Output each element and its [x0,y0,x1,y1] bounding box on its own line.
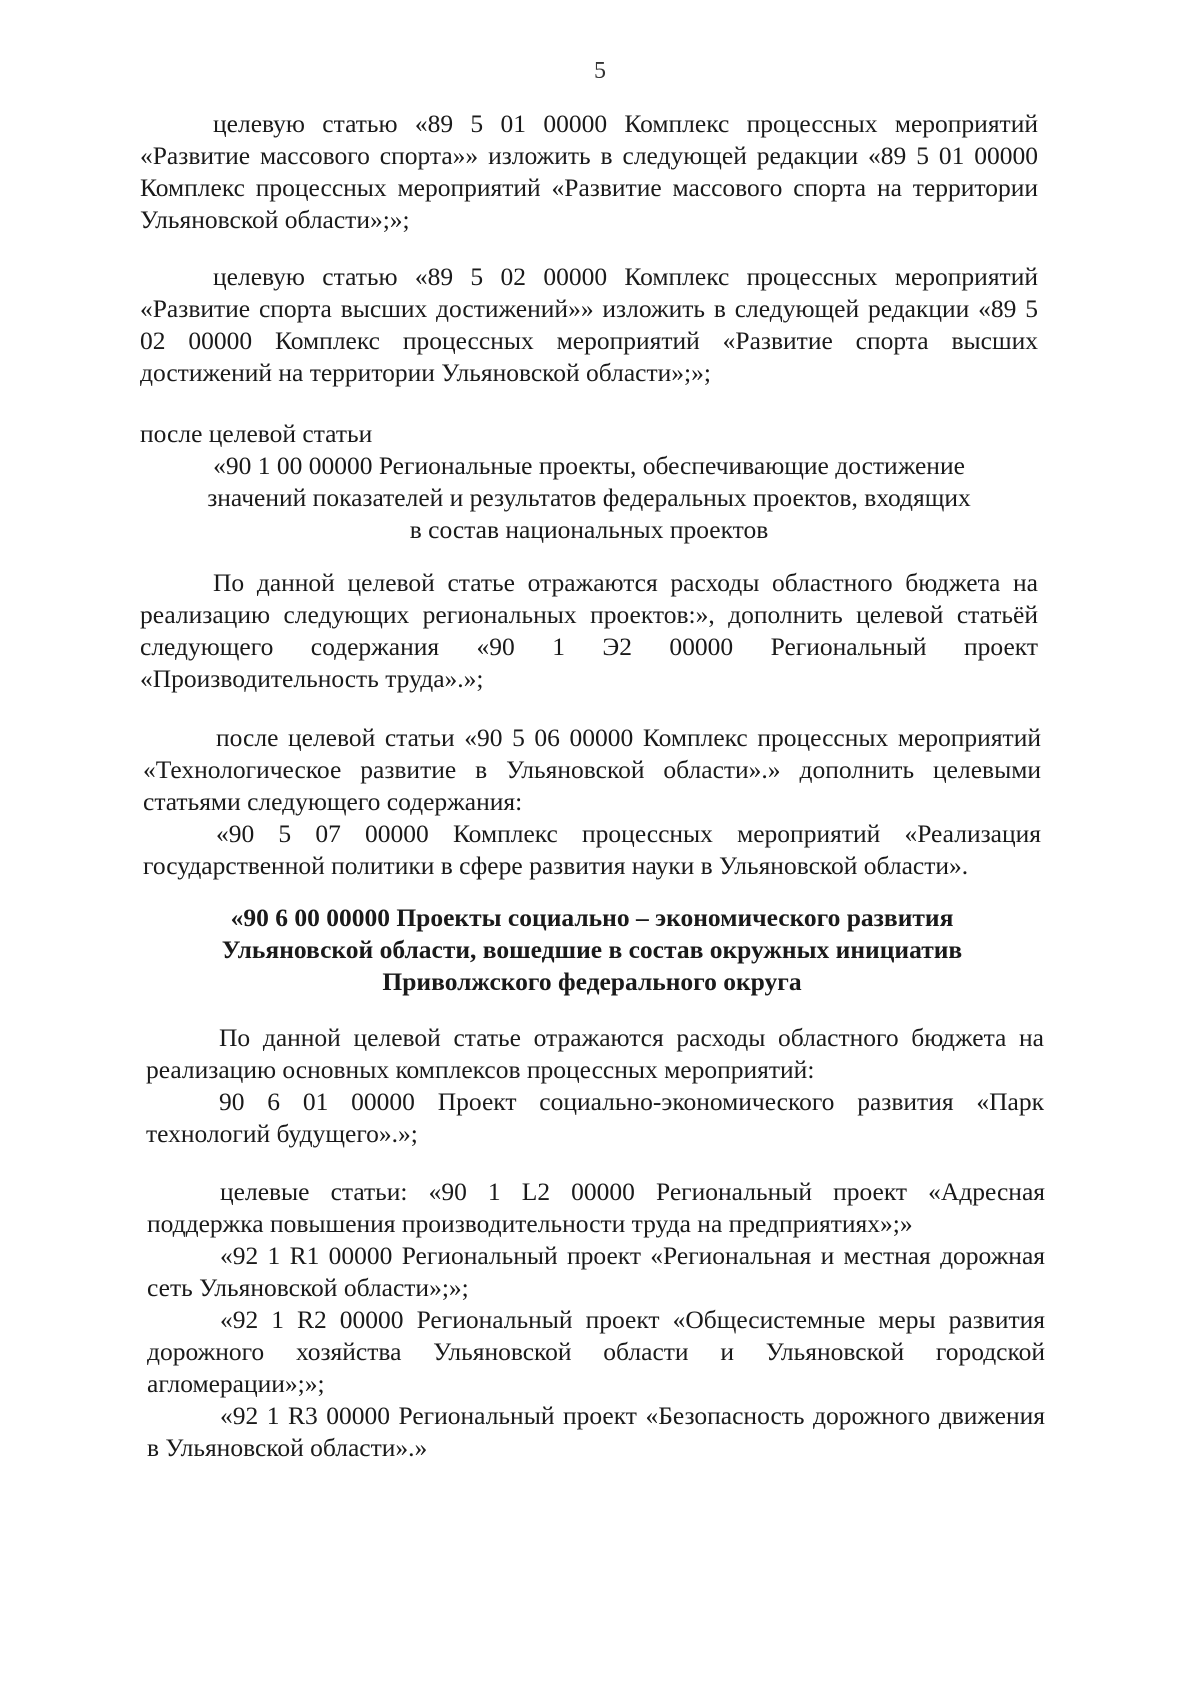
paragraph-4 [140,567,1038,695]
paragraph-9-text: целевые статьи: «90 1 L2 00000 Региональный проект «Адресная поддержка повышения производительности труда на предприятиях»;» [147,1177,1045,1238]
section-heading-line2: Ульяновской области, вошедшие в состав окружных инициатив [221,935,963,964]
paragraph-6-text: «90 5 07 00000 Комплекс процессных мероприятий «Реализация государственной политики в сфере развития науки в Ульяновской области». [143,819,1041,880]
paragraph-3-line1: «90 1 00 00000 Региональные проекты, обеспечивающие достижение [213,451,965,480]
paragraph-1-text: целевую статью «89 5 01 00000 Комплекс процессных мероприятий «Развитие массового спорта»» изложить в следующей редакции «89 5 01 00000 Комплекс процессных мероприятий «Развитие массового спорта на территории Ульяновской области»;»; [140,109,1038,234]
paragraph-3-line2: значений показателей и результатов федеральных проектов, входящих [207,483,971,512]
page-number: 5 [594,58,606,84]
section-heading-line3: Приволжского федерального округа [382,967,802,996]
paragraph-2 [140,261,1038,389]
paragraph-4-text: По данной целевой статье отражаются расходы областного бюджета на реализацию следующих региональных проектов:», дополнить целевой статьёй следующего содержания «90 1 Э2 00000 Региональный проект «Производительность труда».»; [140,568,1038,693]
paragraph-7-text: По данной целевой статье отражаются расходы областного бюджета на реализацию основных комплексов процессных мероприятий: [146,1023,1044,1084]
paragraph-2-text: целевую статью «89 5 02 00000 Комплекс процессных мероприятий «Развитие спорта высших достижений»» изложить в следующей редакции «89 5 02 00000 Комплекс процессных мероприятий «Развитие спорта высших достижений на территории Ульяновской области»;»; [140,262,1038,387]
paragraph-11-text: «92 1 R2 00000 Региональный проект «Общесистемные меры развития дорожного хозяйства Ульяновской области и Ульяновской городской агломерации»;»; [147,1305,1045,1398]
paragraph-1 [140,108,1038,236]
paragraph-3 [140,418,1038,546]
paragraph-9 [147,1176,1045,1464]
paragraph-3-lead: после целевой статьи [140,419,373,448]
paragraph-12-text: «92 1 R3 00000 Региональный проект «Безопасность дорожного движения в Ульяновской области».» [147,1401,1045,1462]
paragraph-7 [146,1022,1044,1150]
paragraph-8-text: 90 6 01 00000 Проект социально-экономического развития «Парк технологий будущего».»; [146,1087,1044,1148]
paragraph-10-text: «92 1 R1 00000 Региональный проект «Региональная и местная дорожная сеть Ульяновской области»;»; [147,1241,1045,1302]
section-heading-line1: «90 6 00 00000 Проекты социально – экономического развития [230,903,954,932]
paragraph-3-line3: в состав национальных проектов [409,515,769,544]
paragraph-5-text: после целевой статьи «90 5 06 00000 Комплекс процессных мероприятий «Технологическое развитие в Ульяновской области».» дополнить целевыми статьями следующего содержания: [143,723,1041,816]
paragraph-5 [143,722,1041,882]
section-heading [143,902,1041,998]
